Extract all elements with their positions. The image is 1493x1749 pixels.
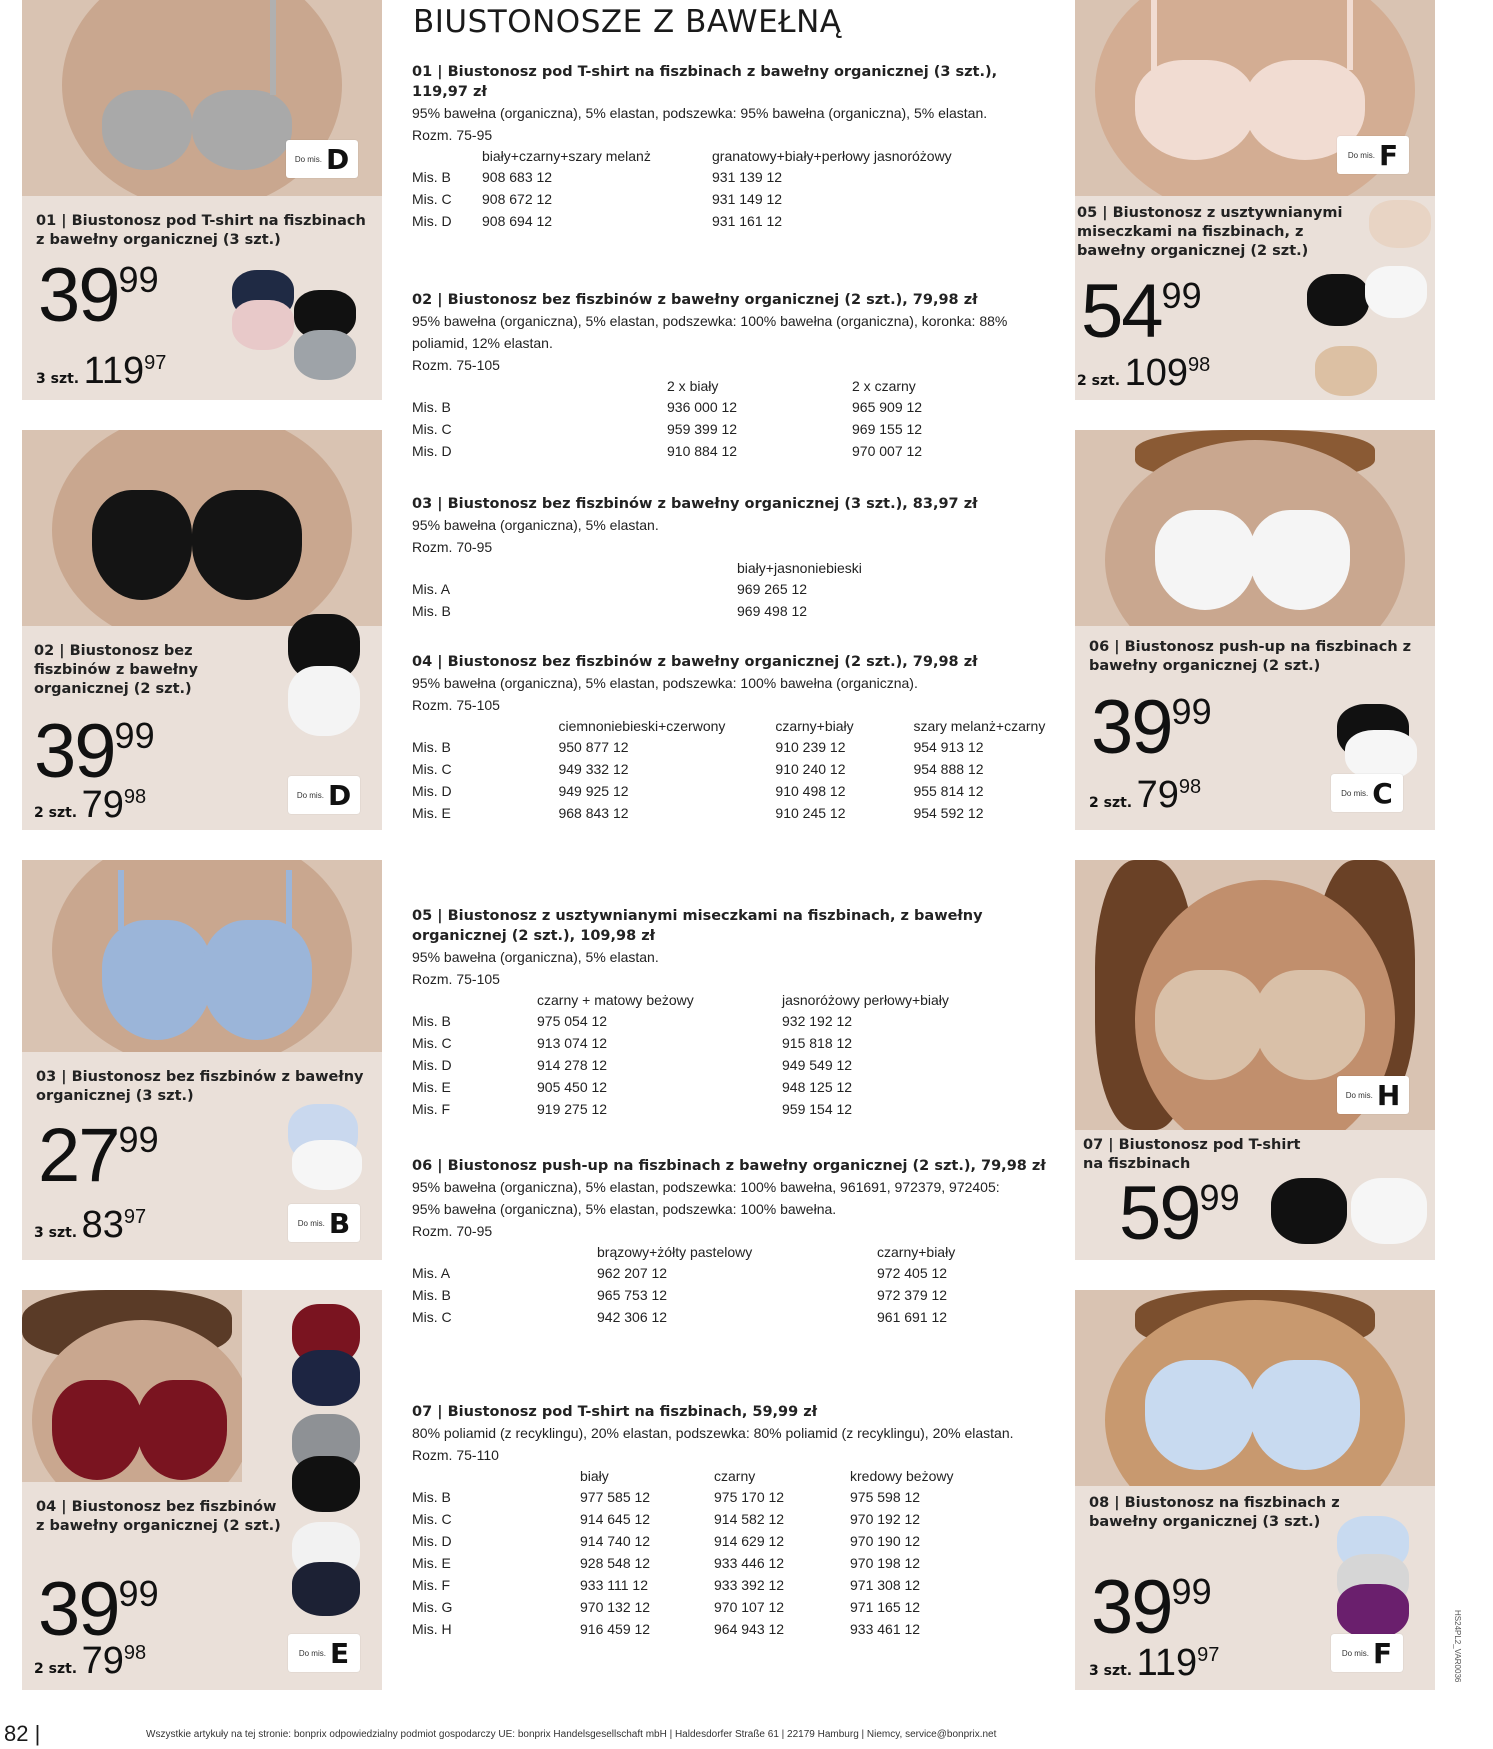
article-table: [412, 376, 922, 462]
product-card-02[interactable]: [22, 430, 382, 830]
column-header: 2 x czarny: [852, 378, 916, 394]
unit-price: 3999: [1091, 685, 1212, 770]
size-range: Rozm. 75-95: [412, 127, 493, 143]
cup-size-badge: Do mis. F: [1337, 136, 1409, 174]
multipack-price: 2 szt. 7998: [34, 784, 147, 826]
table-row: Mis. C 949 332 12 910 240 12 954 888 12: [412, 761, 984, 777]
product-card-03[interactable]: [22, 860, 382, 1260]
table-row: Mis. B 975 054 12 932 192 12: [412, 1013, 853, 1029]
cup-size-badge: Do mis. H: [1337, 1076, 1409, 1114]
product-title: 03 | Biustonosz bez fiszbinów z bawełny organicznej (3 szt.), 83,97 zł: [412, 496, 978, 512]
product-entry-02: [412, 290, 1052, 462]
product-photo[interactable]: [1075, 1290, 1435, 1486]
column-header: biały+jasnoniebieski: [737, 560, 862, 576]
unit-price: 2799: [38, 1113, 159, 1198]
unit-price: 5499: [1081, 269, 1202, 354]
product-card-05[interactable]: [1075, 0, 1435, 400]
product-description: 95% bawełna (organiczna), 5% elastan.: [412, 517, 659, 533]
pack-thumbnail: [292, 1350, 360, 1406]
table-row: Mis. B 977 585 12 975 170 12 975 598 12: [412, 1489, 921, 1505]
card-title: 01 | Biustonosz pod T-shirt na fiszbinach z bawełny organicznej (3 szt.): [36, 213, 366, 248]
page-number: 82 |: [4, 1721, 41, 1746]
column-header: biały: [580, 1468, 609, 1484]
table-row: Mis. C 908 672 12 931 149 12: [412, 191, 783, 207]
pack-thumbnail: [1369, 200, 1431, 248]
card-title: 08 | Biustonosz na fiszbinach z bawełny organicznej (3 szt.): [1089, 1495, 1340, 1530]
product-entry-01: [412, 62, 1052, 232]
product-card-08[interactable]: [1075, 1290, 1435, 1690]
table-row: Mis. B 950 877 12 910 239 12 954 913 12: [412, 739, 984, 755]
product-description: 95% bawełna (organiczna), 5% elastan, podszewka: 95% bawełna (organiczna), 5% elastan.: [412, 105, 988, 121]
pack-thumbnail: [294, 330, 356, 380]
table-row: Mis. H 916 459 12 964 943 12 933 461 12: [412, 1621, 921, 1637]
cup-size-badge: Do mis. E: [288, 1634, 360, 1672]
unit-price: 3999: [38, 253, 159, 338]
table-row: Mis. D 914 278 12 949 549 12: [412, 1057, 853, 1073]
multipack-price: 2 szt. 10998: [1077, 352, 1211, 394]
product-photo[interactable]: [1075, 430, 1435, 626]
column-header: biały+czarny+szary melanż: [482, 148, 651, 164]
pack-thumbnail: [1271, 1178, 1347, 1244]
product-description: 95% bawełna (organiczna), 5% elastan.: [412, 949, 659, 965]
page-footer: [0, 1717, 1493, 1749]
page-title: BIUSTONOSZE Z BAWEŁNĄ: [413, 4, 842, 40]
product-description: 95% bawełna (organiczna), 5% elastan, podszewka: 100% bawełna (organiczna).: [412, 675, 918, 691]
product-title: 06 | Biustonosz push-up na fiszbinach z bawełny organicznej (2 szt.), 79,98 zł: [412, 1158, 1046, 1174]
product-entry-06: [412, 1156, 1052, 1328]
pack-thumbnail: [292, 1456, 360, 1512]
product-card-06[interactable]: [1075, 430, 1435, 830]
column-header: czarny+biały: [877, 1244, 956, 1260]
table-row: Mis. G 970 132 12 970 107 12 971 165 12: [412, 1599, 921, 1615]
table-row: Mis. E 905 450 12 948 125 12: [412, 1079, 853, 1095]
catalog-code: HS24PL2_VAR0036: [1453, 1610, 1462, 1683]
column-header: szary melanż+czarny: [913, 718, 1046, 734]
table-row: Mis. D 914 740 12 914 629 12 970 190 12: [412, 1533, 921, 1549]
column-header: czarny: [714, 1468, 756, 1484]
column-header: 2 x biały: [667, 378, 719, 394]
pack-thumbnail: [1307, 274, 1369, 326]
product-description: 80% poliamid (z recyklingu), 20% elastan, podszewka: 80% poliamid (z recyklingu), 20% elastan.: [412, 1425, 1014, 1441]
article-table: [412, 1466, 954, 1640]
pack-thumbnail: [292, 1140, 362, 1190]
table-row: Mis. F 919 275 12 959 154 12: [412, 1101, 853, 1117]
table-row: Mis. B 969 498 12: [412, 603, 808, 619]
cup-size-badge: Do mis. B: [288, 1204, 360, 1242]
product-entry-03: [412, 494, 1052, 622]
cup-size-badge: Do mis. F: [1331, 1634, 1403, 1672]
table-row: Mis. C 942 306 12 961 691 12: [412, 1309, 948, 1325]
size-range: Rozm. 75-105: [412, 971, 500, 987]
multipack-price: 3 szt. 11997: [1089, 1642, 1220, 1684]
product-card-07[interactable]: [1075, 860, 1435, 1260]
table-row: Mis. A 962 207 12 972 405 12: [412, 1265, 948, 1281]
multipack-price: 3 szt. 8397: [34, 1204, 147, 1246]
product-title: 02 | Biustonosz bez fiszbinów z bawełny organicznej (2 szt.), 79,98 zł: [412, 292, 978, 308]
column-header: jasnoróżowy perłowy+biały: [782, 992, 949, 1008]
product-entry-07: [412, 1402, 1052, 1640]
product-description: 95% bawełna (organiczna), 5% elastan, podszewka: 100% bawełna, 961691, 972379, 972405: 95% bawełna (organiczna), 5% elastan, podszewka: 100% bawełna.: [412, 1179, 1000, 1217]
table-row: Mis. E 968 843 12 910 245 12 954 592 12: [412, 805, 984, 821]
size-range: Rozm. 75-105: [412, 357, 500, 373]
card-title: 06 | Biustonosz push-up na fiszbinach z bawełny organicznej (2 szt.): [1089, 639, 1412, 674]
multipack-price: 2 szt. 7998: [34, 1640, 147, 1682]
column-header: czarny + matowy beżowy: [537, 992, 694, 1008]
column-header: czarny+biały: [775, 718, 854, 734]
table-row: Mis. F 933 111 12 933 392 12 971 308 12: [412, 1577, 921, 1593]
unit-price: 5999: [1119, 1171, 1240, 1256]
article-table: [412, 146, 1032, 232]
column-header: ciemnoniebieski+czerwony: [558, 718, 726, 734]
product-description: 95% bawełna (organiczna), 5% elastan, podszewka: 100% bawełna (organiczna), koronka: 88% poliamid, 12% elastan.: [412, 313, 1008, 351]
article-table: [412, 1242, 955, 1328]
product-photo[interactable]: [22, 1290, 242, 1482]
product-photo[interactable]: [22, 860, 382, 1052]
card-title: 02 | Biustonosz bez fiszbinów z bawełny organicznej (2 szt.): [34, 643, 198, 697]
table-row: Mis. E 928 548 12 933 446 12 970 198 12: [412, 1555, 921, 1571]
product-title: 05 | Biustonosz z usztywnianymi miseczkami na fiszbinach, z bawełny organicznej (2 szt.), 109,98 zł: [412, 908, 983, 944]
product-title: 01 | Biustonosz pod T-shirt na fiszbinach z bawełny organicznej (3 szt.), 119,97 zł: [412, 64, 998, 100]
column-header: granatowy+biały+perłowy jasnoróżowy: [712, 148, 952, 164]
product-entry-04: [412, 652, 1052, 824]
table-row: Mis. B 965 753 12 972 379 12: [412, 1287, 948, 1303]
table-row: Mis. A 969 265 12: [412, 581, 808, 597]
card-title: 04 | Biustonosz bez fiszbinów z bawełny organicznej (2 szt.): [36, 1499, 281, 1534]
table-row: Mis. C 959 399 12 969 155 12: [412, 421, 923, 437]
legal-footnote: Wszystkie artykuły na tej stronie: bonprix odpowiedzialny podmiot gospodarczy UE: bonprix Handelsgesellschaft mbH | Haldesdorfer Straße 61 | 22179 Hamburg | Niemcy, service@bonprix.net: [146, 1729, 997, 1740]
card-title: 05 | Biustonosz z usztywnianymi miseczkami na fiszbinach, z bawełny organicznej (2 szt.): [1077, 205, 1343, 259]
cup-size-badge: Do mis. C: [1331, 774, 1403, 812]
table-row: Mis. B 908 683 12 931 139 12: [412, 169, 783, 185]
product-title: 07 | Biustonosz pod T-shirt na fiszbinach, 59,99 zł: [412, 1404, 818, 1420]
table-row: Mis. B 936 000 12 965 909 12: [412, 399, 923, 415]
article-table: [412, 558, 862, 622]
table-row: Mis. C 914 645 12 914 582 12 970 192 12: [412, 1511, 921, 1527]
cup-size-badge: Do mis. D: [286, 140, 358, 178]
card-title: 07 | Biustonosz pod T-shirt na fiszbinach: [1083, 1137, 1301, 1172]
article-table: [412, 716, 1052, 824]
pack-thumbnail: [1351, 1178, 1427, 1244]
multipack-price: 2 szt. 7998: [1089, 774, 1202, 816]
table-row: Mis. D 908 694 12 931 161 12: [412, 213, 783, 229]
pack-thumbnail: [1337, 1584, 1409, 1638]
cup-size-badge: Do mis. D: [288, 776, 360, 814]
card-title: 03 | Biustonosz bez fiszbinów z bawełny organicznej (3 szt.): [36, 1069, 364, 1104]
product-title: 04 | Biustonosz bez fiszbinów z bawełny organicznej (2 szt.), 79,98 zł: [412, 654, 978, 670]
table-row: Mis. D 949 925 12 910 498 12 955 814 12: [412, 783, 984, 799]
pack-thumbnail: [232, 300, 294, 350]
unit-price: 3999: [38, 1567, 159, 1652]
unit-price: 3999: [1091, 1565, 1212, 1650]
size-range: Rozm. 75-105: [412, 697, 500, 713]
product-photo[interactable]: [22, 430, 382, 626]
multipack-price: 3 szt. 11997: [36, 350, 167, 392]
pack-thumbnail: [288, 666, 360, 736]
size-range: Rozm. 70-95: [412, 1223, 493, 1239]
pack-thumbnail: [1315, 346, 1377, 396]
pack-thumbnail: [1365, 266, 1427, 318]
unit-price: 3999: [34, 709, 155, 794]
pack-thumbnail: [292, 1562, 360, 1616]
product-card-01[interactable]: [22, 0, 382, 400]
article-table: [412, 990, 949, 1120]
column-header: brązowy+żółty pastelowy: [597, 1244, 753, 1260]
size-range: Rozm. 70-95: [412, 539, 493, 555]
product-card-04[interactable]: [22, 1290, 382, 1690]
table-row: Mis. D 910 884 12 970 007 12: [412, 443, 923, 459]
table-row: Mis. C 913 074 12 915 818 12: [412, 1035, 853, 1051]
size-range: Rozm. 75-110: [412, 1447, 499, 1463]
column-header: kredowy beżowy: [850, 1468, 954, 1484]
product-entry-05: [412, 906, 1052, 1120]
pack-thumbnail: [1345, 730, 1417, 780]
